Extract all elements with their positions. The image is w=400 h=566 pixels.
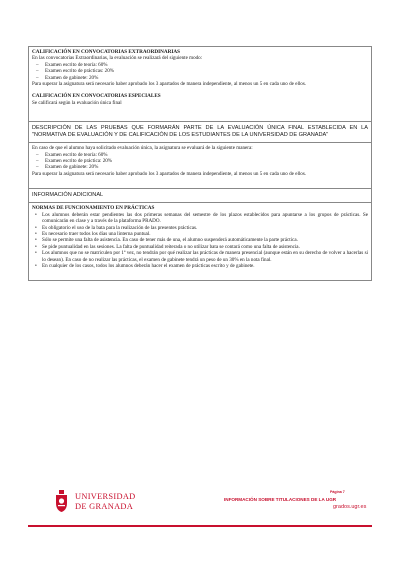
list-item: • Los alumnos deberán estar pendientes las dos primeras semanas del semestre de los plazos establecidos para apuntarse a los grupos de prácticas. Se comunicarán en clase y a través de la plataforma PRADO.	[32, 212, 368, 225]
list-item: • Es necesario traer todos los días una linterna puntual.	[32, 231, 368, 237]
single-eval-header: DESCRIPCIÓN DE LAS PRUEBAS QUE FORMARÁN PARTE DE LA EVALUACIÓN ÚNICA FINAL ESTABLECIDA EN LA "NORMATIVA DE EVALUACIÓN Y DE CALIFICACIÓN DE LOS ESTUDIANTES DE LA UNIVERSIDAD DE GRANADA"	[29, 121, 371, 142]
single-eval-note: Para superar la asignatura será necesario haber aprobado los 3 apartados de manera independiente, al menos un 5 en cada uno de ellos.	[32, 170, 307, 177]
list-item: – Examen escrito de teoría: 60%	[32, 62, 368, 68]
list-item: – Examen de gabinete: 20%	[32, 164, 368, 170]
single-eval-intro: En caso de que el alumno haya solicitado evaluación única, la asignatura se evaluará de la siguiente manera:	[32, 145, 253, 152]
titulaciones-info: INFORMACIÓN SOBRE TITULACIONES DE LA UGR	[224, 497, 337, 502]
extraordinary-note: Para superar la asignatura será necesario haber aprobado los 3 apartados de manera independiente, al menos un 5 en cada uno de ellos.	[32, 81, 307, 88]
list-item: • Sólo se permite una falta de asistencia. En caso de tener más de una, el alumno suspenderá automáticamente la parte práctica.	[32, 237, 368, 243]
footer-divider	[28, 525, 372, 527]
university-name-line2: DE GRANADA	[75, 501, 134, 511]
special-text: Se calificará según la evaluación única final	[32, 99, 122, 106]
university-name	[75, 492, 136, 511]
university-name-line1: UNIVERSIDAD	[75, 492, 136, 501]
extraordinary-section	[29, 47, 371, 121]
list-item: – Examen escrito de prácticas: 20%	[32, 68, 368, 74]
page-number: Página 7	[330, 490, 345, 494]
list-item: • Se pide puntualidad en las sesiones. La falta de puntualidad reiterada o no utilizar bata se contará como una falta de asistencia.	[32, 244, 368, 250]
list-item: – Examen escrito de práctica: 20%	[32, 158, 368, 164]
grados-link[interactable]: grados.ugr.es	[333, 504, 367, 510]
evaluation-table	[28, 46, 372, 281]
single-eval-section	[29, 142, 371, 188]
special-title: CALIFICACIÓN EN CONVOCATORIAS ESPECIALES	[32, 93, 161, 100]
extraordinary-title: CALIFICACIÓN EN CONVOCATORIAS EXTRAORDINARIAS	[32, 49, 180, 55]
list-item: – Examen escrito de teoría: 60%	[32, 152, 368, 158]
list-item: – Examen de gabinete: 20%	[32, 75, 368, 81]
additional-info-section	[29, 202, 371, 280]
list-item: • En cualquier de los casos, todos los alumnos deberán hacer el examen de prácticas escrito y de gabinete.	[32, 263, 368, 269]
university-crest-icon	[53, 489, 70, 513]
list-item: • Es obligatorio el uso de la bata para la realización de las presentes prácticas.	[32, 225, 368, 231]
additional-info-header: INFORMACIÓN ADICIONAL	[29, 188, 371, 202]
extraordinary-intro: En las convocatorias Extraordinarias, la evaluación se realizará del siguiente modo:	[32, 55, 203, 62]
practice-rules-title: NORMAS DE FUNCIONAMIENTO EN PRÁCTICAS	[32, 205, 155, 212]
list-item: • Los alumnos que no se matriculen por 1ª vez, no tendrán por qué realizar las prácticas de manera presencial (aunque están en su derecho de volver a hacerlas si lo desean). En caso de no realizar las prácticas, el examen de gabinete tendrá un peso de un 30% en la nota final.	[32, 250, 368, 263]
